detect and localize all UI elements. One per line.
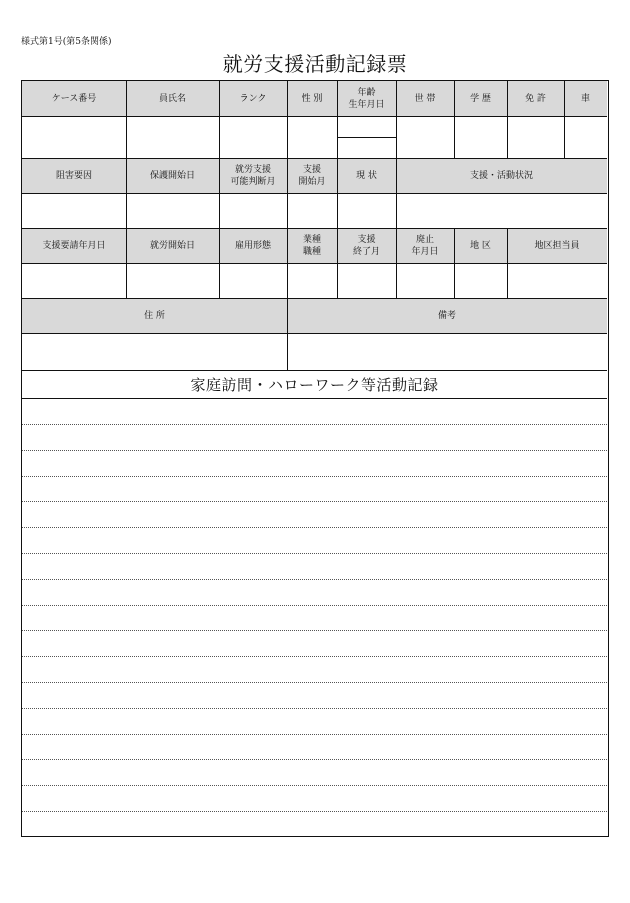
header-member-name: 員氏名 [126,81,219,116]
header-age: 年齢 [357,87,376,98]
field-abolition[interactable] [396,263,454,298]
field-car[interactable] [564,116,607,158]
header-abolition-line2: 年月日 [411,246,439,257]
field-license[interactable] [507,116,564,158]
rule [287,81,288,370]
header-obstacle: 阻害要因 [22,158,126,193]
field-address[interactable] [22,333,287,370]
rule [337,81,338,298]
header-abolition [396,228,454,263]
rule [22,370,607,371]
field-employability[interactable] [219,193,287,228]
header-address: 住 所 [22,298,287,333]
field-protection-start[interactable] [126,193,219,228]
rule [22,158,607,159]
rule [22,333,607,334]
record-line [22,476,607,477]
field-industry[interactable] [287,263,337,298]
field-support-activity[interactable] [396,193,607,228]
rule [396,81,397,298]
header-license: 免 許 [507,81,564,116]
record-line [22,734,607,735]
header-support-start-line2: 開始月 [298,176,326,187]
header-support-start [287,158,337,193]
record-line [22,605,607,606]
header-birthdate: 生年月日 [348,99,385,110]
record-line [22,450,607,451]
header-remarks: 備考 [287,298,607,333]
header-district: 地 区 [454,228,507,263]
rule [219,81,220,298]
header-rank: ランク [219,81,287,116]
header-support-activity: 支援・活動状況 [396,158,607,193]
rule [454,81,455,158]
field-district-staff[interactable] [507,263,607,298]
field-status[interactable] [337,193,396,228]
header-support-end-line2: 終了月 [352,246,380,257]
record-line [22,630,607,631]
header-sex: 性 別 [287,81,337,116]
field-education[interactable] [454,116,507,158]
rule [454,228,455,298]
record-line [22,553,607,554]
header-employment-start: 就労開始日 [126,228,219,263]
record-line [22,785,607,786]
header-employment-type: 雇用形態 [219,228,287,263]
field-request-date[interactable] [22,263,126,298]
header-protection-start: 保護開始日 [126,158,219,193]
header-district-staff: 地区担当員 [507,228,607,263]
form-number: 様式第1号(第5条関係) [21,37,112,47]
header-employability-line1: 就労支援 [234,164,271,175]
field-birthdate[interactable] [337,137,396,158]
record-line [22,424,607,425]
field-rank[interactable] [219,116,287,158]
header-support-start-line1: 支援 [302,164,321,175]
header-industry-line1: 業種 [302,234,321,245]
record-form [21,80,609,837]
header-car: 車 [564,81,607,116]
rule [22,298,607,299]
field-support-start[interactable] [287,193,337,228]
header-employability [219,158,287,193]
header-education: 学 歴 [454,81,507,116]
field-district[interactable] [454,263,507,298]
field-age[interactable] [337,116,396,137]
record-line [22,527,607,528]
header-support-end-line1: 支援 [357,234,376,245]
field-member-name[interactable] [126,116,219,158]
rule [22,116,607,117]
record-line [22,811,607,812]
header-household: 世 帯 [396,81,454,116]
rule [564,81,565,158]
field-household[interactable] [396,116,454,158]
header-abolition-line1: 廃止 [415,234,434,245]
rule [22,263,607,264]
record-line [22,708,607,709]
field-employment-type[interactable] [219,263,287,298]
header-age-birthdate [337,81,396,116]
field-support-end[interactable] [337,263,396,298]
rule [507,81,508,158]
rule [337,137,396,138]
activity-record-title: 家庭訪問・ハローワーク等活動記録 [190,375,439,394]
header-employability-line2: 可能判断月 [230,176,276,187]
record-line [22,759,607,760]
header-industry [287,228,337,263]
field-obstacle[interactable] [22,193,126,228]
rule [22,398,607,399]
header-industry-line2: 職種 [302,246,321,257]
header-support-end [337,228,396,263]
record-line [22,501,607,502]
field-employment-start[interactable] [126,263,219,298]
field-case-number[interactable] [22,116,126,158]
header-case-number: ケース番号 [22,81,126,116]
record-line [22,656,607,657]
rule [126,81,127,298]
record-line [22,579,607,580]
field-remarks[interactable] [287,333,607,370]
rule [507,228,508,298]
header-status: 現 状 [337,158,396,193]
rule [22,193,607,194]
form-title: 就労支援活動記録票 [222,52,408,76]
field-sex[interactable] [287,116,337,158]
header-request-date: 支援要請年月日 [22,228,126,263]
rule [22,228,607,229]
record-line [22,682,607,683]
